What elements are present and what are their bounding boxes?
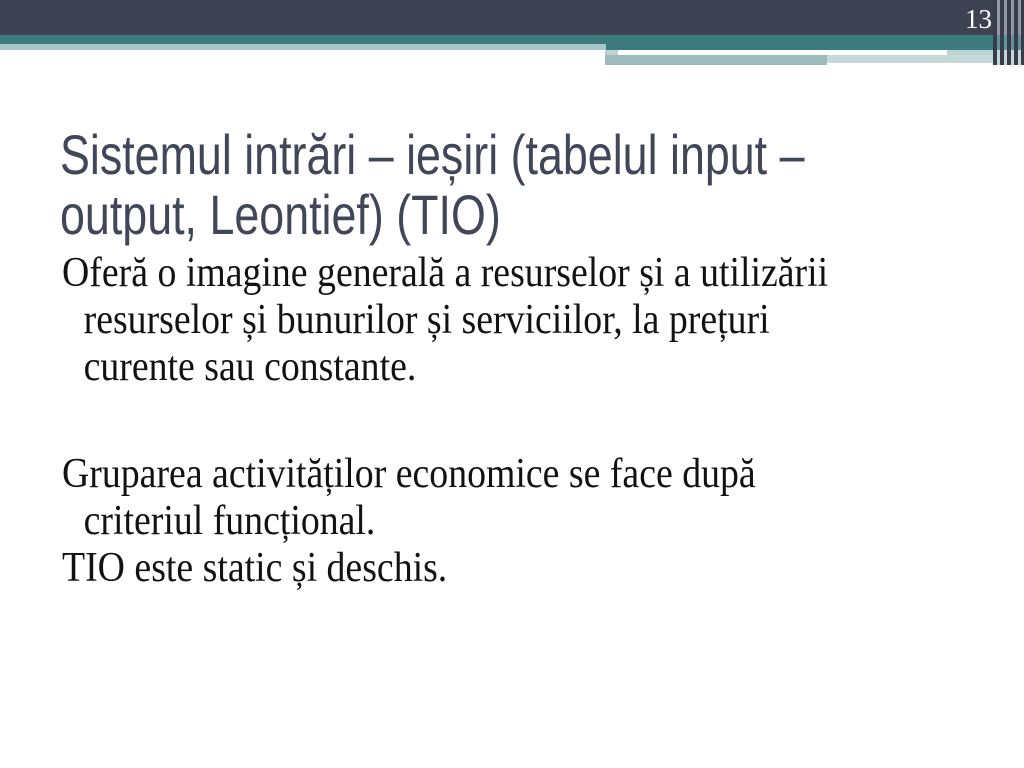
paragraph-2-line-2: criteriul funcțional. — [83, 498, 376, 544]
paragraph-1-line-3: curente sau constante. — [83, 344, 417, 390]
banner-pale-band-left — [0, 44, 606, 50]
slide-title — [60, 125, 991, 245]
paragraph-3 — [62, 545, 913, 592]
paragraph-1 — [62, 250, 913, 391]
paragraph-1-line-1: Oferă o imagine generală a resurselor și a utilizării — [62, 250, 829, 296]
paragraph-2 — [62, 451, 913, 545]
paragraph-3-line-1: TIO este static și deschis. — [62, 545, 448, 591]
banner-mid-band — [605, 55, 827, 65]
corner-stripes-decoration — [993, 0, 1024, 65]
banner-light-band — [827, 55, 1005, 63]
slide-title-line-2: output, Leontief) (TIO) — [60, 183, 501, 246]
paragraph-2-line-1: Gruparea activităților economice se face după — [62, 451, 756, 497]
paragraph-spacer — [62, 391, 913, 451]
slide-title-line-1: Sistemul intrări – ieșiri (tabelul input – — [60, 123, 805, 186]
banner-dark-bar — [0, 0, 1024, 35]
paragraph-1-line-2: resurselor și bunurilor și serviciilor, la prețuri — [83, 297, 770, 343]
page-number: 13 — [965, 4, 992, 34]
banner-teal-bar-right — [605, 35, 1024, 50]
slide-body — [62, 250, 913, 592]
